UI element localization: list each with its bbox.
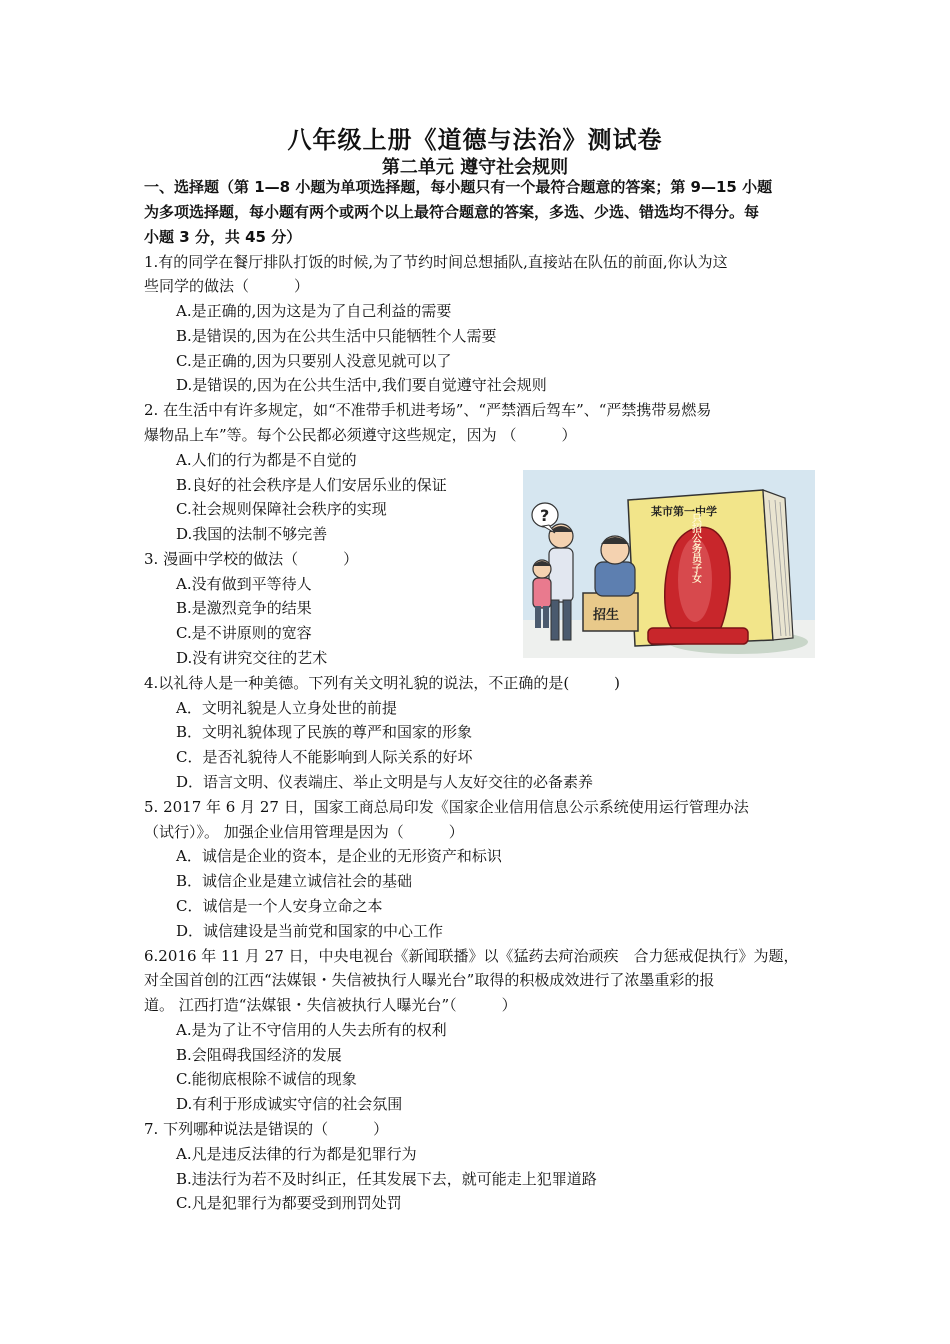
q6-option-d: D.有利于形成诚实守信的社会氛围 <box>176 1095 403 1113</box>
q1-stem-line-2: 些同学的做法（ ） <box>144 277 310 295</box>
q1-option-c: C.是正确的,因为只要别人没意见就可以了 <box>176 352 452 370</box>
q1-stem-line-1: 1.有的同学在餐厅排队打饭的时候,为了节约时间总想插队,直接站在队伍的前面,你认为这 <box>144 253 728 271</box>
q4-option-b: B．文明礼貌体现了民族的尊严和国家的形象 <box>176 723 473 741</box>
q6-option-a: A.是为了让不守信用的人失去所有的权利 <box>176 1021 447 1039</box>
q6-stem-line-1: 6.2016 年 11 月 27 日，中央电视台《新闻联播》以《猛药去疴治顽疾 合力惩戒促执行》为题， <box>144 947 799 965</box>
q5-option-a: A．诚信是企业的资本，是企业的无形资产和标识 <box>176 847 502 865</box>
cartoon-illustration <box>523 470 815 658</box>
q1-option-b: B.是错误的,因为在公共生活中只能牺牲个人需要 <box>176 327 497 345</box>
q4-option-c: C．是否礼貌待人不能影响到人际关系的好坏 <box>176 748 473 766</box>
q4-option-d: D．语言文明、仪表端庄、举止文明是与人友好交往的必备素养 <box>176 773 594 791</box>
q3-option-d: D.没有讲究交往的艺术 <box>176 649 328 667</box>
q7-option-a: A.凡是违反法律的行为都是犯罪行为 <box>176 1145 417 1163</box>
q7-stem: 7. 下列哪种说法是错误的（ ） <box>144 1120 389 1138</box>
section-heading-line-3: 小题 3 分，共 45 分） <box>144 228 302 246</box>
q2-option-b: B.良好的社会秩序是人们安居乐业的保证 <box>176 476 447 494</box>
q2-stem-line-2: 爆物品上车”等。每个公民都必须遵守这些规定，因为 （ ） <box>144 426 577 444</box>
q4-option-a: A．文明礼貌是人立身处世的前提 <box>176 699 397 717</box>
q1-option-a: A.是正确的,因为这是为了自己利益的需要 <box>176 302 452 320</box>
q3-stem: 3. 漫画中学校的做法（ ） <box>144 550 359 568</box>
q3-option-c: C.是不讲原则的宽容 <box>176 624 312 642</box>
cartoon-question-mark: ? <box>540 506 550 525</box>
cartoon-seal-text: 只招公务员子女 <box>689 513 701 583</box>
q2-option-c: C.社会规则保障社会秩序的实现 <box>176 500 387 518</box>
section-heading-line-1: 一、选择题（第 1—8 小题为单项选择题，每小题只有一个最符合题意的答案；第 9—15 小题 <box>144 178 773 196</box>
q1-option-d: D.是错误的,因为在公共生活中,我们要自觉遵守社会规则 <box>176 376 547 394</box>
q3-option-b: B.是激烈竞争的结果 <box>176 599 312 617</box>
q5-option-b: B．诚信企业是建立诚信社会的基础 <box>176 872 413 890</box>
cartoon-desk-label: 招生 <box>593 608 620 623</box>
page-title: 八年级上册《道德与法治》测试卷 <box>287 125 663 154</box>
q5-stem-line-1: 5. 2017 年 6 月 27 日，国家工商总局印发《国家企业信用信息公示系统使用运行管理办法 <box>144 798 749 816</box>
q6-stem-line-3: 道。 江西打造“法媒银・失信被执行人曝光台”（ ） <box>144 996 517 1014</box>
q6-option-c: C.能彻底根除不诚信的现象 <box>176 1070 357 1088</box>
q6-stem-line-2: 对全国首创的江西“法媒银・失信被执行人曝光台”取得的积极成效进行了浓墨重彩的报 <box>144 971 715 989</box>
q5-stem-line-2: （试行）》。 加强企业信用管理是因为（ ） <box>144 823 464 841</box>
q2-stem-line-1: 2. 在生活中有许多规定，如“不准带手机进考场”、“严禁酒后驾车”、“严禁携带易燃易 <box>144 401 712 419</box>
q5-option-d: D．诚信建设是当前党和国家的中心工作 <box>176 922 444 940</box>
unit-subtitle: 第二单元 遵守社会规则 <box>381 157 569 178</box>
q6-option-b: B.会阻碍我国经济的发展 <box>176 1046 342 1064</box>
q3-option-a: A.没有做到平等待人 <box>176 575 312 593</box>
q2-option-a: A.人们的行为都是不自觉的 <box>176 451 357 469</box>
section-heading-line-2: 为多项选择题，每小题有两个或两个以上最符合题意的答案，多选、少选、错选均不得分。每 <box>144 203 760 221</box>
q7-option-b: B.违法行为若不及时纠正，任其发展下去，就可能走上犯罪道路 <box>176 1170 597 1188</box>
q2-option-d: D.我国的法制不够完善 <box>176 525 328 543</box>
cartoon-school-sign: 某市第一中学 <box>651 505 717 518</box>
q7-option-c: C.凡是犯罪行为都要受到刑罚处罚 <box>176 1194 402 1212</box>
q4-stem: 4.以礼待人是一种美德。下列有关文明礼貌的说法，不正确的是( ) <box>144 674 621 692</box>
q5-option-c: C．诚信是一个人安身立命之本 <box>176 897 383 915</box>
